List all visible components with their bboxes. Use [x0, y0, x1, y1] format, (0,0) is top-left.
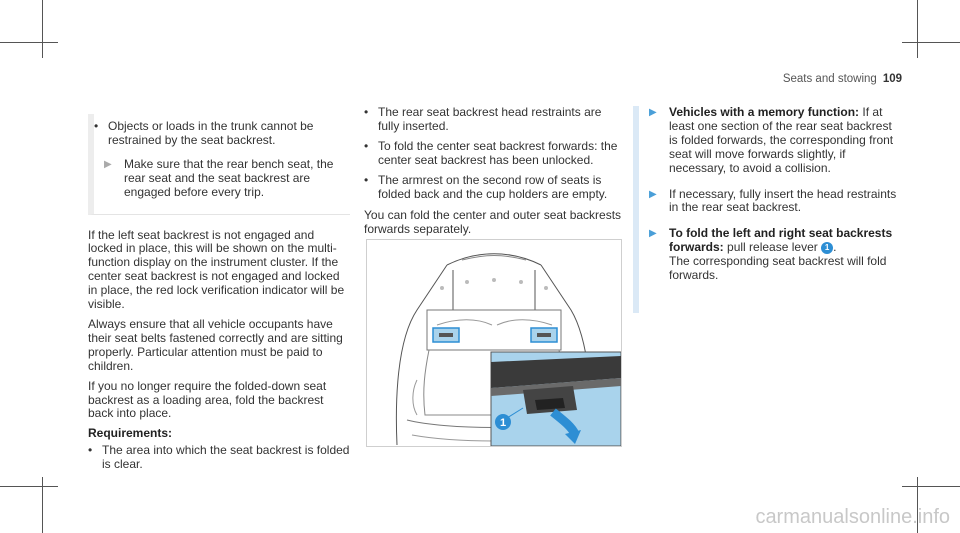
column-right	[633, 106, 903, 313]
trunk-illustration	[366, 239, 622, 447]
bullet-list	[94, 120, 350, 148]
arrow-right-icon: ▶	[649, 228, 657, 240]
paragraph: You can fold the center and outer seat backrests forwards separately.	[364, 208, 622, 237]
paragraph: If the left seat backrest is not engaged and locked in place, this will be shown on the multi-function display on the instrument cluster. If the center seat backrest is not engaged and locked in place, the red lock verification indicator will be visible.	[88, 227, 345, 312]
crop-mark	[0, 486, 58, 487]
arrow-right-icon: ▶	[649, 188, 657, 200]
list-item: • To fold the center seat backrest forwards: the center seat backrest has been unlocked.	[364, 138, 618, 167]
column-middle	[364, 106, 622, 243]
crop-mark	[902, 486, 960, 487]
crop-mark	[917, 0, 918, 58]
instruction-step: ▶ If necessary, fully insert the head restraints in the rear seat backrest.	[649, 186, 897, 215]
arrow-right-icon: ▶	[649, 107, 657, 118]
column-left	[88, 106, 350, 478]
car-trunk-drawing	[367, 240, 621, 446]
requirements-heading: Requirements:	[88, 426, 173, 441]
requirements-list	[88, 444, 350, 472]
instruction-step: ▶ Vehicles with a memory function: If at least one section of the rear seat backrest is folded forwards, the corresponding front seat will move forwards slightly, if necessary, to avoid a collision.	[649, 105, 894, 175]
crop-mark	[902, 42, 960, 43]
note-box	[88, 114, 350, 215]
instruction-box	[633, 106, 903, 313]
page-number: 109	[882, 73, 902, 85]
watermark: carmanualsonline.info	[755, 505, 950, 528]
callout-badge: 1	[821, 242, 833, 254]
section-title: Seats and stowing	[782, 73, 877, 85]
note-step: ▶ Make sure that the rear bench seat, the rear seat and the seat backrest are engaged before every trip.	[104, 156, 334, 199]
list-item: • The area into which the seat backrest is folded is clear.	[88, 443, 350, 472]
page-header	[783, 73, 902, 86]
arrow-right-icon: ▶	[104, 158, 112, 170]
list-item: • The rear seat backrest head restraints are fully inserted.	[364, 105, 602, 133]
crop-mark	[42, 477, 43, 533]
crop-mark	[42, 0, 43, 58]
callout-number: 1	[499, 417, 507, 429]
paragraph: If you no longer require the folded-down seat backrest as a loading area, fold the backrest back into place.	[88, 378, 327, 421]
list-item: • Objects or loads in the trunk cannot be restrained by the seat backrest.	[94, 119, 314, 147]
crop-mark	[0, 42, 58, 43]
list-item: • The armrest on the second row of seats is folded back and the cup holders are empty.	[364, 172, 608, 201]
instruction-step: ▶ To fold the left and right seat backrests forwards: pull release lever 1 . The corresponding seat backrest will fold forwards.	[649, 226, 893, 283]
bullet-list	[364, 106, 622, 201]
paragraph: Always ensure that all vehicle occupants have their seat belts fastened correctly and are sitting properly. Particular attention must be paid to children.	[88, 316, 343, 373]
